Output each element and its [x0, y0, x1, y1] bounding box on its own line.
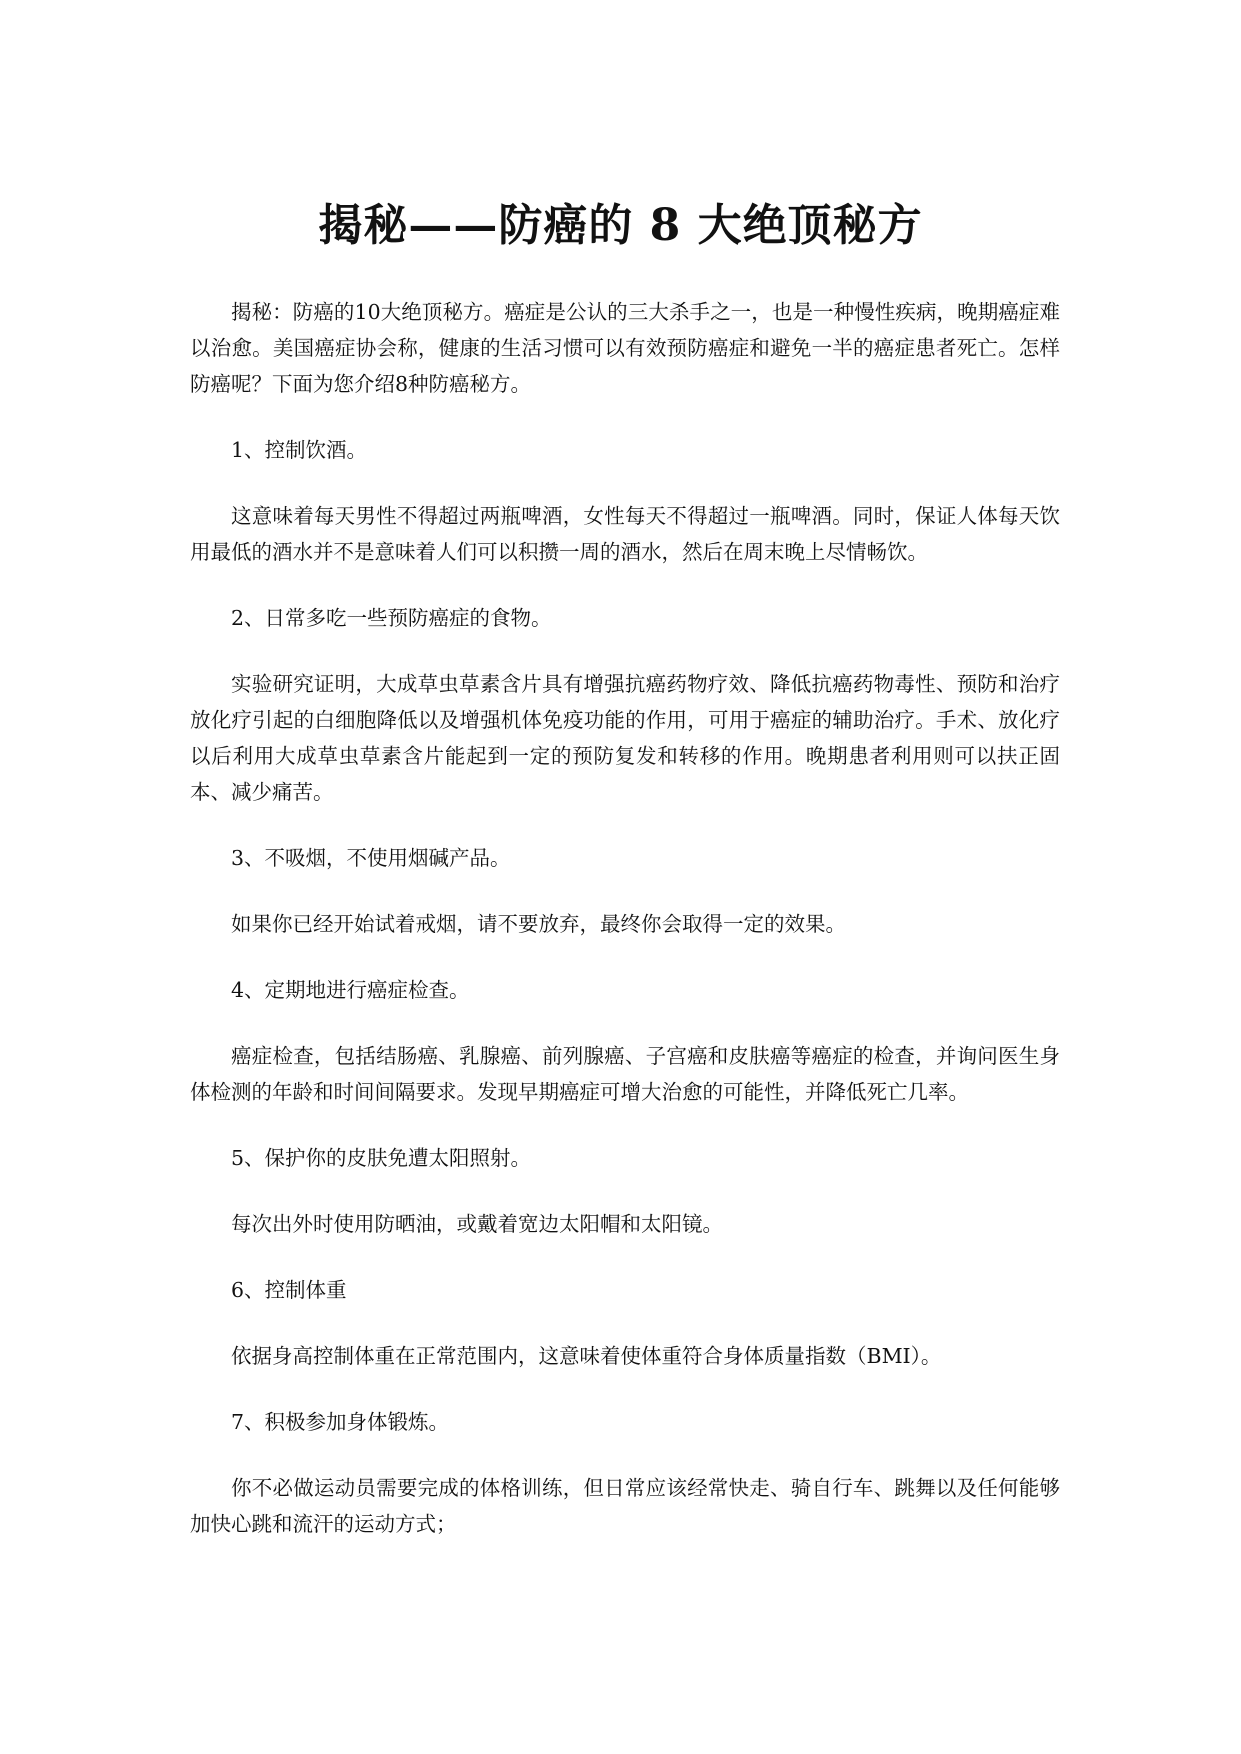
section-1-body: 这意味着每天男性不得超过两瓶啤酒，女性每天不得超过一瓶啤酒。同时，保证人体每天饮用最低的酒水并不是意味着人们可以积攒一周的酒水，然后在周末晚上尽情畅饮。 — [190, 504, 1060, 564]
section-2-body: 实验研究证明，大成草虫草素含片具有增强抗癌药物疗效、降低抗癌药物毒性、预防和治疗放化疗引起的白细胞降低以及增强机体免疫功能的作用，可用于癌症的辅助治疗。手术、放化疗以后利用大成草虫草素含片能起到一定的预防复发和转移的作用。晚期患者利用则可以扶正固本、减少痛苦。 — [190, 672, 1060, 804]
section-3-heading: 3、不吸烟，不使用烟碱产品。 — [231, 846, 511, 870]
section-5-body: 每次出外时使用防晒油，或戴着宽边太阳帽和太阳镜。 — [231, 1212, 723, 1236]
document-body — [190, 294, 1060, 1542]
section-6-body: 依据身高控制体重在正常范围内，这意味着使体重符合身体质量指数（BMI）。 — [231, 1344, 942, 1368]
document-title: 揭秘——防癌的 8 大绝顶秘方 — [318, 200, 923, 251]
intro-paragraph: 揭秘：防癌的10大绝顶秘方。癌症是公认的三大杀手之一，也是一种慢性疾病，晚期癌症难以治愈。美国癌症协会称，健康的生活习惯可以有效预防癌症和避免一半的癌症患者死亡。怎样防癌呢？下面为您介绍8种防癌秘方。 — [190, 300, 1060, 396]
section-7-body: 你不必做运动员需要完成的体格训练，但日常应该经常快走、骑自行车、跳舞以及任何能够加快心跳和流汗的运动方式； — [190, 1476, 1060, 1536]
section-3-body: 如果你已经开始试着戒烟，请不要放弃，最终你会取得一定的效果。 — [231, 912, 846, 936]
section-6-heading: 6、控制体重 — [231, 1278, 347, 1302]
section-7-heading: 7、积极参加身体锻炼。 — [231, 1410, 450, 1434]
section-4-heading: 4、定期地进行癌症检查。 — [231, 978, 470, 1002]
section-5-heading: 5、保护你的皮肤免遭太阳照射。 — [231, 1146, 532, 1170]
section-2-heading: 2、日常多吃一些预防癌症的食物。 — [231, 606, 552, 630]
section-1-heading: 1、控制饮酒。 — [231, 438, 368, 462]
section-4-body: 癌症检查，包括结肠癌、乳腺癌、前列腺癌、子宫癌和皮肤癌等癌症的检查，并询问医生身体检测的年龄和时间间隔要求。发现早期癌症可增大治愈的可能性，并降低死亡几率。 — [190, 1044, 1060, 1104]
